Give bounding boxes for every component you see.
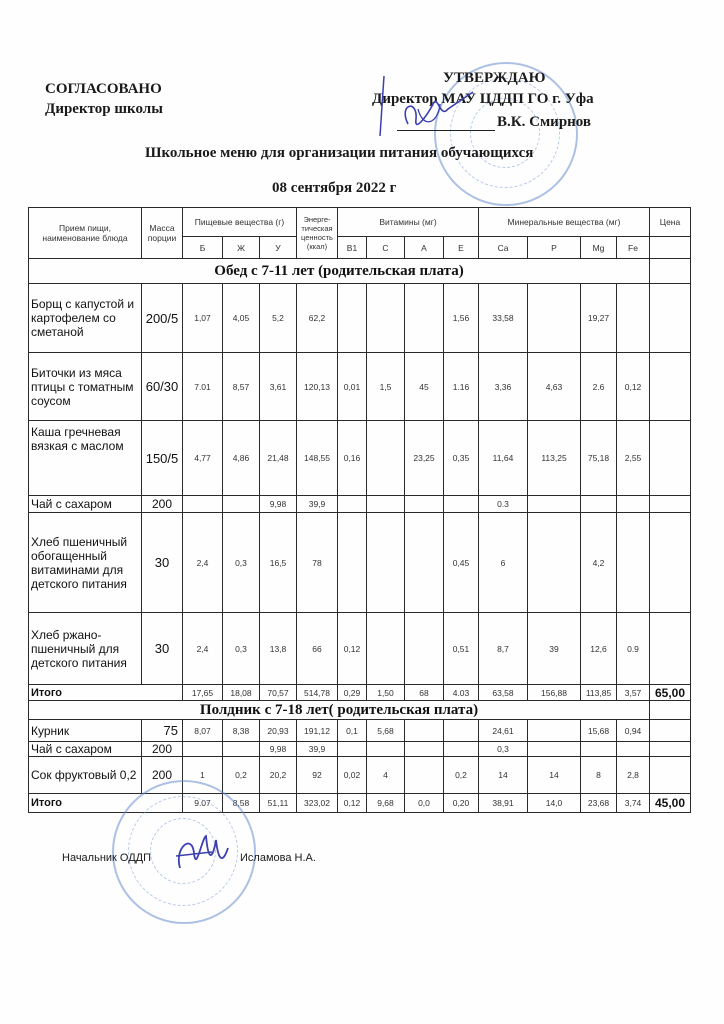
cell-zh: 0,3 — [223, 513, 260, 613]
col-header-price: Цена — [650, 208, 691, 237]
document-title: Школьное меню для организации питания обучающихся — [145, 145, 534, 161]
cell-e: 1,56 — [444, 284, 479, 353]
table-row — [29, 496, 691, 513]
cell-a — [405, 720, 444, 742]
cell-p — [528, 284, 581, 353]
document-date: 08 сентября 2022 г — [272, 180, 397, 196]
col-header-fe: Fe — [617, 237, 650, 259]
cell-e: 1.16 — [444, 353, 479, 421]
cell-ca: 11,64 — [479, 421, 528, 496]
cell-b: 1,07 — [183, 284, 223, 353]
dish-mass: 200 — [142, 742, 183, 757]
cell-u: 20,2 — [260, 757, 297, 794]
cell-zh: 8,57 — [223, 353, 260, 421]
dish-name: Курник — [29, 720, 142, 742]
total-fe: 3,74 — [617, 794, 650, 813]
total-mg: 23,68 — [581, 794, 617, 813]
total-c: 9,68 — [367, 794, 405, 813]
cell-ca: 24,61 — [479, 720, 528, 742]
cell-price — [650, 613, 691, 685]
approved-right-title: УТВЕРЖДАЮ — [443, 70, 546, 86]
col-header-mg: Mg — [581, 237, 617, 259]
dish-name: Биточки из мяса птицы с томатным соусом — [29, 353, 142, 421]
total-price: 45,00 — [650, 794, 691, 813]
cell-energy: 39,9 — [297, 496, 338, 513]
cell-c — [367, 513, 405, 613]
cell-energy: 39,9 — [297, 742, 338, 757]
cell-b: 8,07 — [183, 720, 223, 742]
cell-price — [650, 513, 691, 613]
col-header-vitamins: Витамины (мг) — [338, 208, 479, 237]
cell-price — [650, 742, 691, 757]
cell-a — [405, 742, 444, 757]
dish-mass: 150/5 — [142, 421, 183, 496]
cell-fe: 0,94 — [617, 720, 650, 742]
cell-b1: 0,01 — [338, 353, 367, 421]
cell-fe — [617, 513, 650, 613]
footer-signature-icon — [172, 828, 232, 878]
cell-mg — [581, 496, 617, 513]
cell-b: 1 — [183, 757, 223, 794]
cell-price — [650, 720, 691, 742]
cell-price — [650, 353, 691, 421]
col-header-p: P — [528, 237, 581, 259]
table-row — [29, 613, 691, 685]
cell-fe: 0.9 — [617, 613, 650, 685]
cell-c: 5,68 — [367, 720, 405, 742]
total-a: 0,0 — [405, 794, 444, 813]
total-ca: 63,58 — [479, 685, 528, 701]
table-row — [29, 742, 691, 757]
cell-b1 — [338, 496, 367, 513]
cell-energy: 191,12 — [297, 720, 338, 742]
director-signature-icon — [378, 74, 478, 144]
total-b: 9.07 — [183, 794, 223, 813]
price-cell — [650, 259, 691, 284]
cell-b1: 0,02 — [338, 757, 367, 794]
cell-c: 1,5 — [367, 353, 405, 421]
cell-u: 20,93 — [260, 720, 297, 742]
cell-price — [650, 496, 691, 513]
total-b1: 0,29 — [338, 685, 367, 701]
cell-e — [444, 496, 479, 513]
cell-price — [650, 284, 691, 353]
dish-mass: 75 — [142, 720, 183, 742]
total-e: 4.03 — [444, 685, 479, 701]
cell-p: 113,25 — [528, 421, 581, 496]
cell-energy: 78 — [297, 513, 338, 613]
approved-left-role: Директор школы — [45, 101, 163, 117]
dish-mass: 30 — [142, 513, 183, 613]
cell-c — [367, 613, 405, 685]
cell-u: 13,8 — [260, 613, 297, 685]
price-cell — [650, 701, 691, 720]
cell-u: 5,2 — [260, 284, 297, 353]
footer-name: Исламова Н.А. — [240, 852, 316, 864]
total-e: 0,20 — [444, 794, 479, 813]
cell-p — [528, 720, 581, 742]
cell-b1 — [338, 284, 367, 353]
cell-fe — [617, 284, 650, 353]
cell-a — [405, 284, 444, 353]
cell-u: 3,61 — [260, 353, 297, 421]
cell-a: 45 — [405, 353, 444, 421]
cell-p: 39 — [528, 613, 581, 685]
cell-zh — [223, 742, 260, 757]
cell-e: 0,2 — [444, 757, 479, 794]
cell-b1 — [338, 742, 367, 757]
cell-a — [405, 513, 444, 613]
cell-zh — [223, 496, 260, 513]
total-zh: 8,58 — [223, 794, 260, 813]
cell-fe: 2,55 — [617, 421, 650, 496]
total-b: 17,65 — [183, 685, 223, 701]
cell-p — [528, 496, 581, 513]
cell-mg: 12,6 — [581, 613, 617, 685]
cell-zh: 8,38 — [223, 720, 260, 742]
cell-b — [183, 742, 223, 757]
cell-price — [650, 421, 691, 496]
cell-b: 7.01 — [183, 353, 223, 421]
cell-mg — [581, 742, 617, 757]
dish-name: Хлеб пшеничный обогащенный витаминами для детского питания — [29, 513, 142, 613]
cell-ca: 3,36 — [479, 353, 528, 421]
cell-fe: 0,12 — [617, 353, 650, 421]
approved-right-role: Директор МАУ ЦДДП ГО г. Уфа — [372, 91, 594, 107]
col-header-zh: Ж — [223, 237, 260, 259]
col-header-u: У — [260, 237, 297, 259]
cell-b: 2,4 — [183, 513, 223, 613]
cell-b1: 0,1 — [338, 720, 367, 742]
dish-name: Каша гречневая вязкая с маслом — [29, 421, 142, 496]
total-ca: 38,91 — [479, 794, 528, 813]
approved-left-title: СОГЛАСОВАНО — [45, 81, 162, 97]
cell-mg: 75,18 — [581, 421, 617, 496]
dish-name: Чай с сахаром — [29, 496, 142, 513]
total-fe: 3,57 — [617, 685, 650, 701]
total-label: Итого — [29, 794, 183, 813]
cell-p: 14 — [528, 757, 581, 794]
cell-b: 4,77 — [183, 421, 223, 496]
table-row — [29, 421, 691, 496]
cell-p — [528, 742, 581, 757]
total-mg: 113,85 — [581, 685, 617, 701]
cell-ca: 0.3 — [479, 496, 528, 513]
cell-c: 4 — [367, 757, 405, 794]
cell-zh: 0,2 — [223, 757, 260, 794]
col-header-a: A — [405, 237, 444, 259]
total-c: 1,50 — [367, 685, 405, 701]
table-row — [29, 284, 691, 353]
cell-b1 — [338, 513, 367, 613]
dish-mass: 200 — [142, 496, 183, 513]
cell-ca: 0,3 — [479, 742, 528, 757]
cell-zh: 4,86 — [223, 421, 260, 496]
table-row — [29, 757, 691, 794]
col-header-b: Б — [183, 237, 223, 259]
table-row — [29, 720, 691, 742]
col-header-energy: Энерге-тическая ценность (ккал) — [297, 208, 338, 259]
total-p: 156,88 — [528, 685, 581, 701]
footer-role: Начальник ОДДП — [62, 852, 152, 864]
cell-u: 16,5 — [260, 513, 297, 613]
cell-c — [367, 421, 405, 496]
cell-mg: 8 — [581, 757, 617, 794]
cell-mg: 19,27 — [581, 284, 617, 353]
cell-e — [444, 720, 479, 742]
cell-mg: 4,2 — [581, 513, 617, 613]
cell-energy: 148,55 — [297, 421, 338, 496]
total-price: 65,00 — [650, 685, 691, 701]
col-header-e: E — [444, 237, 479, 259]
cell-c — [367, 742, 405, 757]
dish-mass: 200/5 — [142, 284, 183, 353]
dish-name: Хлеб ржано-пшеничный для детского питания — [29, 613, 142, 685]
cell-zh: 4,05 — [223, 284, 260, 353]
section-title-lunch: Обед с 7-11 лет (родительская плата) — [29, 259, 650, 284]
cell-fe — [617, 742, 650, 757]
total-p: 14,0 — [528, 794, 581, 813]
table-row — [29, 513, 691, 613]
approved-right-name: В.К. Смирнов — [497, 114, 592, 130]
section-title-snack: Полдник с 7-18 лет( родительская плата) — [29, 701, 650, 720]
total-label: Итого — [29, 685, 183, 701]
cell-u: 21,48 — [260, 421, 297, 496]
cell-a — [405, 613, 444, 685]
col-header-b1: B1 — [338, 237, 367, 259]
dish-name: Сок фруктовый 0,2 — [29, 757, 142, 794]
cell-energy: 62,2 — [297, 284, 338, 353]
cell-energy: 92 — [297, 757, 338, 794]
col-header-c: C — [367, 237, 405, 259]
cell-ca: 6 — [479, 513, 528, 613]
cell-ca: 33,58 — [479, 284, 528, 353]
total-energy: 323,02 — [297, 794, 338, 813]
total-row — [29, 685, 691, 701]
total-a: 68 — [405, 685, 444, 701]
cell-p — [528, 513, 581, 613]
table-row — [29, 353, 691, 421]
cell-price — [650, 757, 691, 794]
cell-ca: 14 — [479, 757, 528, 794]
cell-e — [444, 742, 479, 757]
cell-p: 4,63 — [528, 353, 581, 421]
total-u: 51,11 — [260, 794, 297, 813]
cell-e: 0,51 — [444, 613, 479, 685]
cell-b1: 0,16 — [338, 421, 367, 496]
cell-c — [367, 496, 405, 513]
cell-a — [405, 757, 444, 794]
cell-fe — [617, 496, 650, 513]
cell-b: 2,4 — [183, 613, 223, 685]
cell-zh: 0,3 — [223, 613, 260, 685]
menu-table — [28, 207, 691, 813]
cell-e: 0,35 — [444, 421, 479, 496]
cell-b1: 0,12 — [338, 613, 367, 685]
col-header-nutrients: Пищевые вещества (г) — [183, 208, 297, 237]
cell-mg: 15,68 — [581, 720, 617, 742]
col-header-meal: Прием пищи, наименование блюда — [29, 208, 142, 259]
cell-energy: 66 — [297, 613, 338, 685]
cell-e: 0,45 — [444, 513, 479, 613]
cell-mg: 2.6 — [581, 353, 617, 421]
total-b1: 0,12 — [338, 794, 367, 813]
cell-fe: 2,8 — [617, 757, 650, 794]
dish-name: Чай с сахаром — [29, 742, 142, 757]
total-zh: 18,08 — [223, 685, 260, 701]
dish-name: Борщ с капустой и картофелем со сметаной — [29, 284, 142, 353]
cell-u: 9,98 — [260, 496, 297, 513]
cell-energy: 120,13 — [297, 353, 338, 421]
total-u: 70,57 — [260, 685, 297, 701]
col-header-price-empty — [650, 237, 691, 259]
cell-ca: 8,7 — [479, 613, 528, 685]
cell-a — [405, 496, 444, 513]
dish-mass: 200 — [142, 757, 183, 794]
dish-mass: 60/30 — [142, 353, 183, 421]
cell-b — [183, 496, 223, 513]
cell-c — [367, 284, 405, 353]
dish-mass: 30 — [142, 613, 183, 685]
col-header-minerals: Минеральные вещества (мг) — [479, 208, 650, 237]
total-energy: 514,78 — [297, 685, 338, 701]
cell-a: 23,25 — [405, 421, 444, 496]
col-header-mass: Масса порции — [142, 208, 183, 259]
cell-u: 9,98 — [260, 742, 297, 757]
col-header-ca: Ca — [479, 237, 528, 259]
